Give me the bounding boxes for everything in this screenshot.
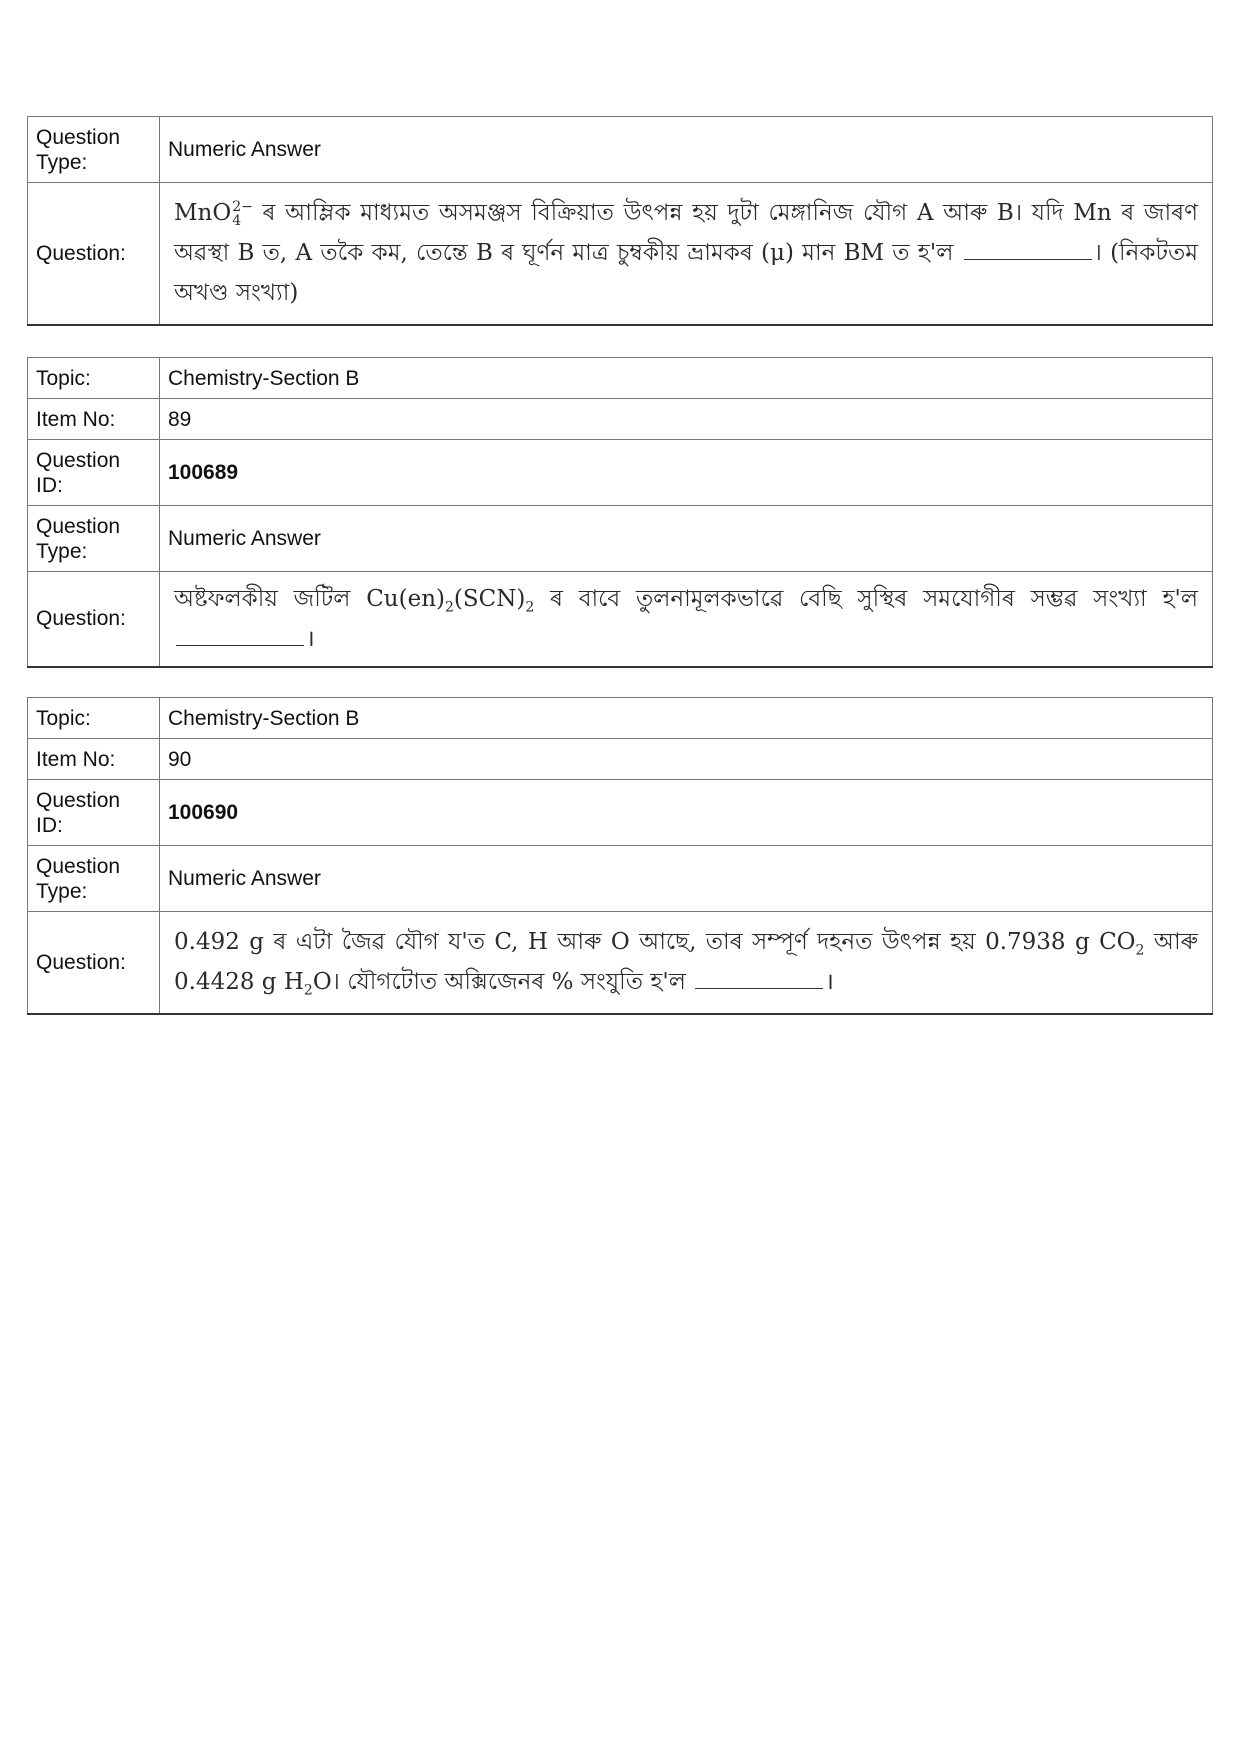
- answer-blank: [176, 619, 304, 646]
- question-label: Question:: [28, 572, 160, 667]
- question-type-value: Numeric Answer: [160, 846, 1213, 912]
- item-no-label: Item No:: [28, 399, 160, 440]
- answer-blank: [695, 962, 823, 989]
- formula-mno4: MnO 2− 4: [174, 199, 253, 230]
- answer-blank: [964, 233, 1092, 260]
- item-no-value: 89: [160, 399, 1213, 440]
- question-type-label: Question Type:: [28, 117, 160, 183]
- topic-label: Topic:: [28, 358, 160, 399]
- question-type-label: Question Type:: [28, 846, 160, 912]
- question-id-value: 100690: [160, 780, 1213, 846]
- question-type-label: Question Type:: [28, 506, 160, 572]
- question-block-3: [27, 697, 1213, 1015]
- topic-label: Topic:: [28, 698, 160, 739]
- item-no-value: 90: [160, 739, 1213, 780]
- question-label: Question:: [28, 912, 160, 1014]
- question-type-value: Numeric Answer: [160, 117, 1213, 183]
- question-text: অষ্টফলকীয় জটিল $Cu(en)_2(SCN)_2$ ৰ বাবে তুলনামূলকভাৱে বেছি সুস্থিৰ সমযোগীৰ সম্ভৱ সংখ্যা হ'ল ।: [160, 572, 1213, 667]
- question-label: Question:: [28, 183, 160, 325]
- question-id-label: Question ID:: [28, 440, 160, 506]
- question-text: 0.492 g ৰ এটা জৈৱ যৌগ য'ত C, H আৰু O আছে, তাৰ সম্পূৰ্ণ দহনত উৎপন্ন হয় 0.7938 g $CO_2$ আৰু 0.4428 g $H_2O।$ যৌগটোত অক্সিজেনৰ % সংযুতি হ'ল ।: [160, 912, 1213, 1014]
- topic-value: Chemistry-Section B: [160, 698, 1213, 739]
- question-block-2: [27, 357, 1213, 668]
- question-type-value: Numeric Answer: [160, 506, 1213, 572]
- item-no-label: Item No:: [28, 739, 160, 780]
- question-block-1: [27, 116, 1213, 326]
- question-id-label: Question ID:: [28, 780, 160, 846]
- question-text: MnO 2− 4 ৰ আম্লিক মাধ্যমত অসমঞ্জস বিক্ৰিয়াত উৎপন্ন হয় দুটা মেঙ্গানিজ যৌগ A আৰু B। যদি Mn ৰ জাৰণ অৱস্থা B ত, A তকৈ কম, তেন্তে B ৰ ঘূৰ্ণন মাত্ৰ চুম্বকীয় ভ্ৰামকৰ (μ) মান BM ত হ'ল । (নিকটতম অখণ্ড সংখ্যা): [160, 183, 1213, 325]
- question-id-value: 100689: [160, 440, 1213, 506]
- topic-value: Chemistry-Section B: [160, 358, 1213, 399]
